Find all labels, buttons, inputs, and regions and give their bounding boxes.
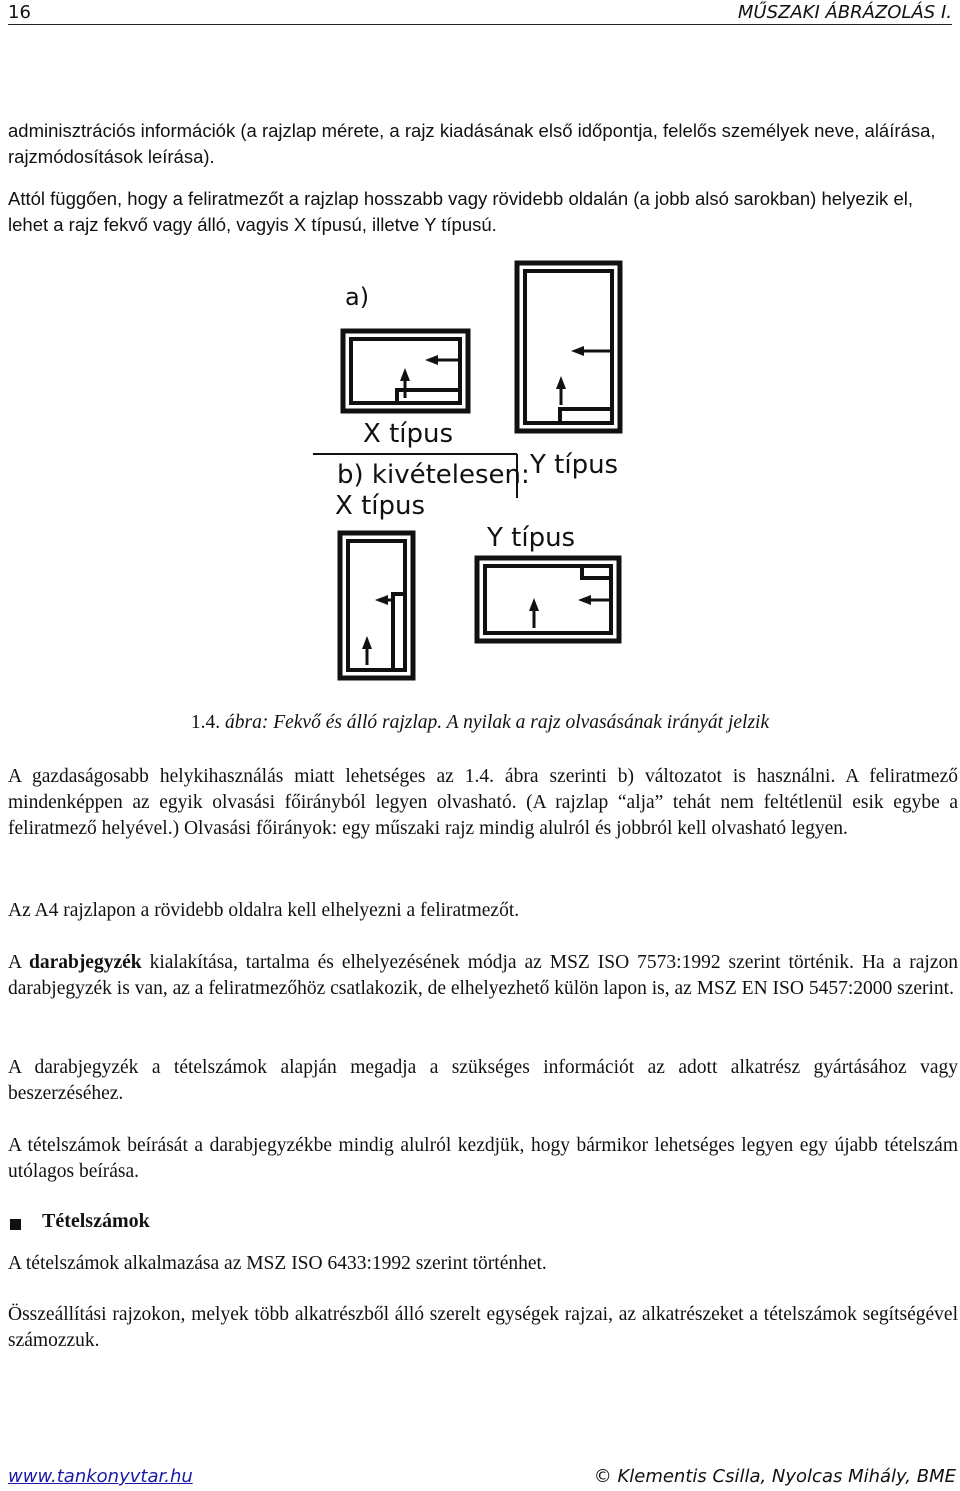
label-x-tipus-a: X típus (363, 419, 454, 449)
y-type-arrowhead-up (556, 376, 566, 389)
label-y-tipus-b: Y típus (487, 523, 576, 553)
b-x-type-arrowhead-left (375, 595, 388, 605)
paragraph-economical-use: A gazdaságosabb helykihasználás miatt lehetséges az 1.4. ábra szerinti b) változatot is használni. A feliratmező mindenképpen az egyik olvasási főirányból legyen olvasható. (A rajzlap “alja” tehát nem feltétlenül esik egybe a feliratmező helyével.) Olvasási főirányok: egy műszaki rajz mindig alulról és jobbról kell olvasható legyen. (8, 766, 958, 839)
term-darabjegyzek: darabjegyzék (28, 952, 142, 973)
y-type-title-block (560, 409, 612, 423)
b-y-type-arrowhead-left (578, 595, 591, 605)
label-y-tipus-a: Y típus (530, 450, 619, 480)
p5-text-start: A (8, 952, 29, 973)
section-heading: Tételszámok (42, 1210, 150, 1232)
figure-drawing-sheets (305, 258, 655, 690)
figure-caption (0, 712, 960, 734)
label-a: a) (345, 283, 370, 311)
x-type-arrowhead-up (400, 368, 410, 381)
p5-text-rest: kialakítása, tartalma és elhelyezésének módja az MSZ ISO 7573:1992 szerint történik. Ha a rajzon darabjegyzék is van, az a feliratmezőhöz csatlakozik, de elhelyezhető külön lapon is, az MSZ EN ISO 5457:2000 szerint. (8, 952, 958, 999)
bullet-square (10, 1219, 21, 1230)
label-b-kivetelesen: b) kivételesen: (337, 460, 530, 490)
x-type-arrowhead-left (425, 355, 438, 365)
figure-caption-number: 1.4. (190, 712, 225, 733)
footer-copyright: © Klementis Csilla, Nyolcas Mihály, BME (593, 1466, 956, 1487)
paragraph-x-y-types: Attól függően, hogy a feliratmezőt a rajzlap hosszabb vagy rövidebb oldalán (a jobb alsó sarokban) helyezik el, lehet a rajz fekvő vagy álló, vagyis X típusú, illetve Y típusú. (8, 188, 913, 235)
b-x-type-sheet-outer (340, 533, 413, 678)
figure-caption-text: ábra: Fekvő és álló rajzlap. A nyilak a rajz olvasásának irányát jelzik (224, 712, 770, 733)
label-x-tipus-b: X típus (335, 491, 426, 521)
b-x-type-sheet-frame (348, 541, 405, 670)
paragraph-tetelszam-order: A tételszámok beírását a darabjegyzékbe mindig alulról kezdjük, hogy bármikor lehetséges legyen egy újabb tételszám utólagos beírása. (8, 1135, 958, 1182)
page-header (8, 2, 952, 25)
y-type-arrowhead-left (571, 346, 584, 356)
y-type-sheet-frame (525, 271, 612, 423)
paragraph-assembly-drawings: Összeállítási rajzokon, melyek több alkatrészből álló szerelt egységek rajzai, az alkatrészeket a tételszámok segítségével számozzuk. (8, 1304, 958, 1351)
page-number: 16 (8, 2, 31, 23)
footer-link[interactable]: www.tankonyvtar.hu (8, 1466, 193, 1487)
running-title: MŰSZAKI ÁBRÁZOLÁS I. (737, 2, 952, 23)
paragraph-darabjegyzek (8, 950, 958, 1002)
paragraph-darabjegyzek-info: A darabjegyzék a tételszámok alapján megadja a szükséges információt az adott alkatrész gyártásához vagy beszerzéséhez. (8, 1057, 958, 1104)
paragraph-tetelszam-standard: A tételszámok alkalmazása az MSZ ISO 6433:1992 szerint történhet. (8, 1253, 547, 1274)
paragraph-a4-sheet: Az A4 rajzlapon a rövidebb oldalra kell elhelyezni a feliratmezőt. (8, 900, 520, 921)
b-x-type-arrowhead-up (362, 636, 372, 649)
paragraph-admin-info: adminisztrációs információk (a rajzlap mérete, a rajz kiadásának első időpontja, felelős személyek neve, aláírása, rajzmódosítások leírása). (8, 120, 936, 167)
b-y-type-arrowhead-up (529, 598, 539, 611)
y-type-sheet-outer (517, 263, 620, 431)
